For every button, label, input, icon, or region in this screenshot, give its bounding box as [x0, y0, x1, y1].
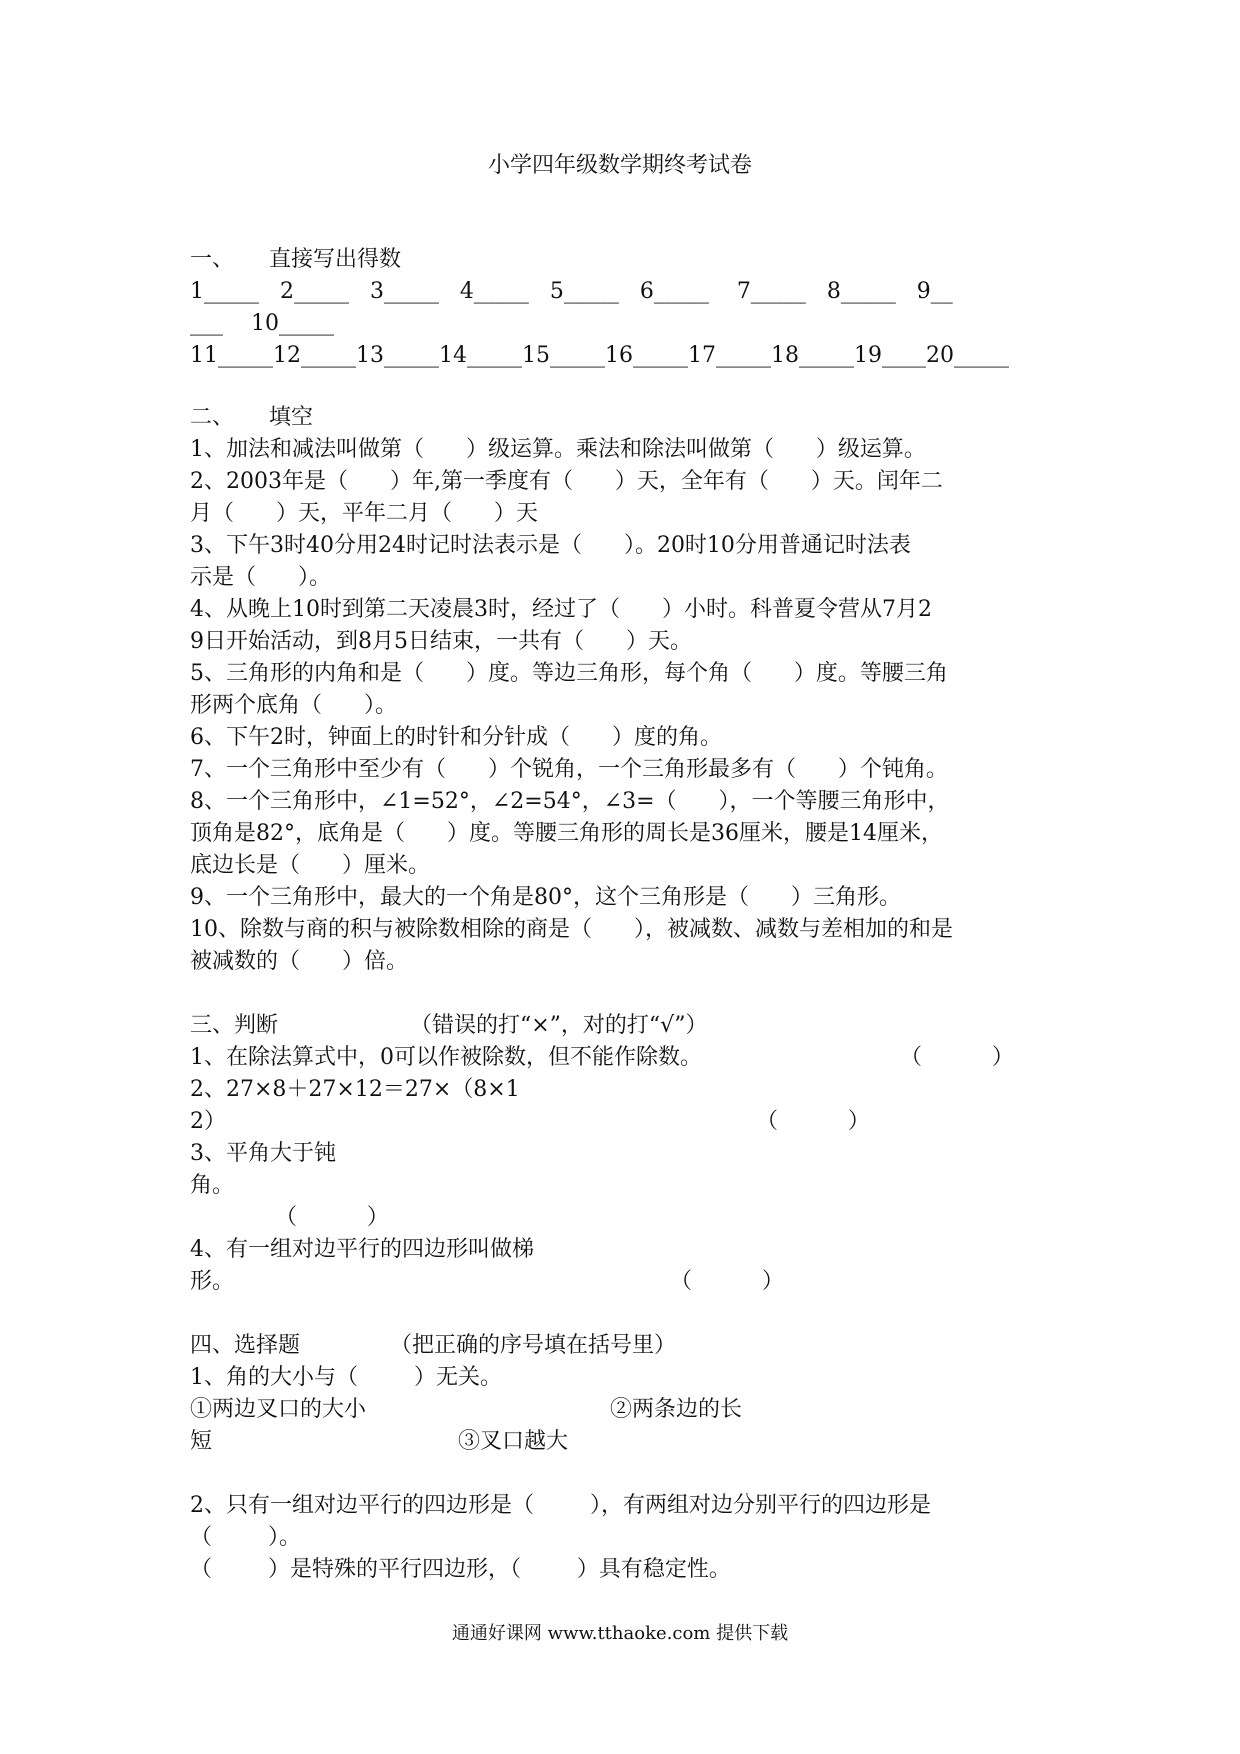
fill-line: 5、三角形的内角和是（ ）度。等边三角形，每个角（ ）度。等腰三角 — [190, 661, 948, 686]
choice-question-1: 1、角的大小与（ ）无关。 — [190, 1365, 502, 1390]
answer-blanks-row-1: 1_____ 2_____ 3_____ 4_____ 5_____ 6_____ 7_____ 8_____ 9__ — [190, 279, 953, 304]
fill-line: 8、一个三角形中，∠1=52°，∠2=54°，∠3=（ ），一个等腰三角形中， — [190, 789, 950, 814]
fill-line: 10、除数与商的积与被除数相除的商是（ ），被减数、减数与差相加的和是 — [190, 917, 953, 942]
judge-answer-4: （ ） — [670, 1269, 784, 1294]
fill-line: 9日开始活动，到8月5日结束，一共有（ ）天。 — [190, 629, 692, 654]
judge-answer-3: （ ） — [275, 1205, 389, 1230]
choice-option-1: ①两边叉口的大小 — [190, 1397, 367, 1422]
choice-question-2-cont: （ ）是特殊的平行四边形，（ ）具有稳定性。 — [190, 1557, 731, 1582]
judge-question-2: 2、27×8＋27×12＝27×（8×1 — [190, 1077, 520, 1102]
fill-line: 6、下午2时，钟面上的时针和分针成（ ）度的角。 — [190, 725, 722, 750]
section-3-heading: 三、判断 — [190, 1013, 279, 1038]
fill-line: 2、2003年是（ ）年,第一季度有（ ）天，全年有（ ）天。闰年二 — [190, 469, 943, 494]
fill-line: 月（ ）天，平年二月（ ）天 — [190, 501, 538, 526]
judge-question-3-cont: 角。 — [190, 1173, 235, 1198]
fill-line: 4、从晚上10时到第二天凌晨3时，经过了（ ）小时。科普夏令营从7月2 — [190, 597, 932, 622]
fill-line: 顶角是82°，底角是（ ）度。等腰三角形的周长是36厘米，腰是14厘米， — [190, 821, 943, 846]
section-4-heading: 四、选择题 — [190, 1333, 301, 1358]
judge-question-1: 1、在除法算式中，0可以作被除数，但不能作除数。 — [190, 1045, 702, 1070]
answer-blanks-row-3: 11_____12_____13_____14_____15_____16_____17_____18_____19____20_____ — [190, 343, 1009, 368]
section-3-note: （错误的打“×”，对的打“√”） — [410, 1013, 708, 1038]
answer-blanks-row-2: ___ 10_____ — [190, 311, 334, 336]
choice-option-2: ②两条边的长 — [610, 1397, 743, 1422]
judge-question-4-cont: 形。 — [190, 1269, 235, 1294]
judge-answer-1: （ ） — [900, 1045, 1014, 1070]
fill-line: 底边长是（ ）厘米。 — [190, 853, 430, 878]
fill-line: 形两个底角（ ）。 — [190, 693, 397, 718]
section-2-heading: 二、 填空 — [190, 405, 313, 430]
page-title: 小学四年级数学期终考试卷 — [487, 153, 752, 178]
choice-option-3: ③叉口越大 — [458, 1429, 569, 1454]
fill-line: 1、加法和减法叫做第（ ）级运算。乘法和除法叫做第（ ）级运算。 — [190, 437, 926, 462]
judge-question-3: 3、平角大于钝 — [190, 1141, 336, 1166]
judge-answer-2: （ ） — [756, 1109, 870, 1134]
choice-question-2: 2、只有一组对边平行的四边形是（ ），有两组对边分别平行的四边形是 — [190, 1493, 931, 1518]
fill-line: 9、一个三角形中，最大的一个角是80°，这个三角形是（ ）三角形。 — [190, 885, 901, 910]
section-1-heading: 一、 直接写出得数 — [190, 247, 401, 272]
fill-line: 示是（ ）。 — [190, 565, 331, 590]
fill-line: 被减数的（ ）倍。 — [190, 949, 408, 974]
section-4-note: （把正确的序号填在括号里） — [390, 1333, 677, 1358]
judge-question-4: 4、有一组对边平行的四边形叫做梯 — [190, 1237, 534, 1262]
fill-line: 3、下午3时40分用24时记时法表示是（ ）。20时10分用普通记时法表 — [190, 533, 911, 558]
fill-line: 7、一个三角形中至少有（ ）个锐角，一个三角形最多有（ ）个钝角。 — [190, 757, 948, 782]
page-footer: 通通好课网 www.tthaoke.com 提供下载 — [451, 1623, 789, 1644]
judge-question-2-cont: 2） — [190, 1109, 226, 1134]
choice-question-2-cont: （ ）。 — [190, 1525, 301, 1550]
choice-option-2-cont: 短 — [190, 1429, 213, 1454]
